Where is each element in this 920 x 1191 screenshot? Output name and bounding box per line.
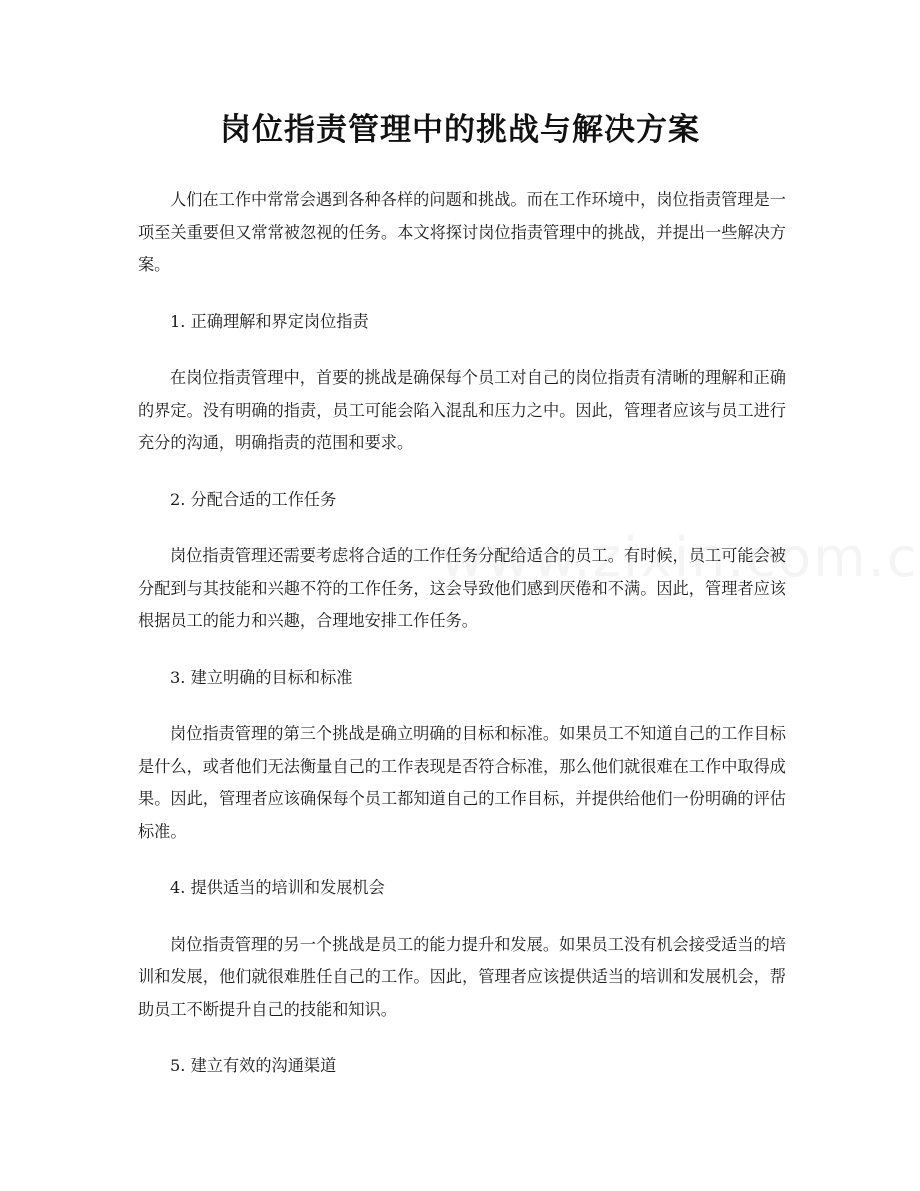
section-heading-3: 3. 建立明确的目标和标准: [170, 667, 353, 687]
section-heading-4: 4. 提供适当的培训和发展机会: [170, 878, 385, 897]
intro-paragraph: 人们在工作中常常会遇到各种各样的问题和挑战。而在工作环境中，岗位指责管理是一项至关重要但又常常被忽视的任务。本文将探讨岗位指责管理中的挑战，并提出一些解决方案。: [138, 190, 786, 274]
section-heading-2: 2. 分配合适的工作任务: [170, 489, 337, 509]
section-heading-1: 1. 正确理解和界定岗位指责: [170, 311, 369, 331]
section-body-3: 岗位指责管理的第三个挑战是确立明确的目标和标准。如果员工不知道自己的工作目标是什么，或者他们无法衡量自己的工作表现是否符合标准，那么他们就很难在工作中取得成果。因此，管理者应该确保每个员工都知道自己的工作目标，并提供给他们一份明确的评估标准。: [138, 724, 786, 841]
section-heading-5: 5. 建立有效的沟通渠道: [170, 1056, 337, 1075]
document-title: 岗位指责管理中的挑战与解决方案: [220, 112, 700, 148]
document-body: [138, 184, 786, 1083]
section-body-4: 岗位指责管理的另一个挑战是员工的能力提升和发展。如果员工没有机会接受适当的培训和发展，他们就很难胜任自己的工作。因此，管理者应该提供适当的培训和发展机会，帮助员工不断提升自己的技能和知识。: [138, 934, 786, 1019]
section-body-1: 在岗位指责管理中，首要的挑战是确保每个员工对自己的岗位指责有清晰的理解和正确的界定。没有明确的指责，员工可能会陷入混乱和压力之中。因此，管理者应该与员工进行充分的沟通，明确指责的范围和要求。: [138, 368, 786, 452]
section-body-2: 岗位指责管理还需要考虑将合适的工作任务分配给适合的员工。有时候，员工可能会被分配到与其技能和兴趣不符的工作任务，这会导致他们感到厌倦和不满。因此，管理者应该根据员工的能力和兴趣，合理地安排工作任务。: [138, 546, 786, 630]
